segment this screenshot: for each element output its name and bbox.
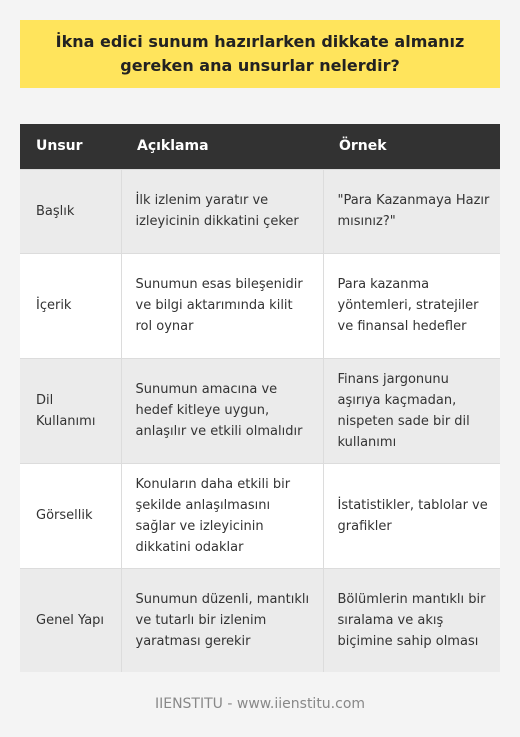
column-header-ornek: Örnek bbox=[323, 124, 500, 169]
cell-ornek: Bölümlerin mantıklı bir sıralama ve akış biçimine sahip olması bbox=[323, 568, 500, 672]
cell-unsur: Görsellik bbox=[20, 463, 121, 568]
footer-credit: IIENSTITU - www.iienstitu.com bbox=[154, 696, 366, 712]
table-row bbox=[20, 358, 500, 463]
cell-aciklama: Sunumun amacına ve hedef kitleye uygun, anlaşılır ve etkili olmalıdır bbox=[121, 358, 323, 463]
cell-unsur: Başlık bbox=[20, 169, 121, 253]
cell-aciklama: Sunumun düzenli, mantıklı ve tutarlı bir izlenim yaratması gerekir bbox=[121, 568, 323, 672]
cell-unsur: Dil Kullanımı bbox=[20, 358, 121, 463]
cell-ornek: İstatistikler, tablolar ve grafikler bbox=[323, 463, 500, 568]
cell-aciklama: Konuların daha etkili bir şekilde anlaşılmasını sağlar ve izleyicinin dikkatini odaklar bbox=[121, 463, 323, 568]
table-row bbox=[20, 169, 500, 253]
page-title: İkna edici sunum hazırlarken dikkate almanız gereken ana unsurlar nelerdir? bbox=[55, 32, 465, 75]
cell-aciklama: Sunumun esas bileşenidir ve bilgi aktarımında kilit rol oynar bbox=[121, 253, 323, 358]
table-row bbox=[20, 568, 500, 672]
cell-aciklama: İlk izlenim yaratır ve izleyicinin dikkatini çeker bbox=[121, 169, 323, 253]
table-header-row bbox=[20, 124, 500, 169]
cell-unsur: İçerik bbox=[20, 253, 121, 358]
cell-ornek: "Para Kazanmaya Hazır mısınız?" bbox=[323, 169, 500, 253]
column-header-unsur: Unsur bbox=[20, 124, 121, 169]
column-header-aciklama: Açıklama bbox=[121, 124, 323, 169]
cell-ornek: Para kazanma yöntemleri, stratejiler ve finansal hedefler bbox=[323, 253, 500, 358]
table-row bbox=[20, 463, 500, 568]
table-row bbox=[20, 253, 500, 358]
cell-ornek: Finans jargonunu aşırıya kaçmadan, nispeten sade bir dil kullanımı bbox=[323, 358, 500, 463]
cell-unsur: Genel Yapı bbox=[20, 568, 121, 672]
title-banner bbox=[20, 20, 500, 88]
elements-table bbox=[20, 124, 500, 672]
